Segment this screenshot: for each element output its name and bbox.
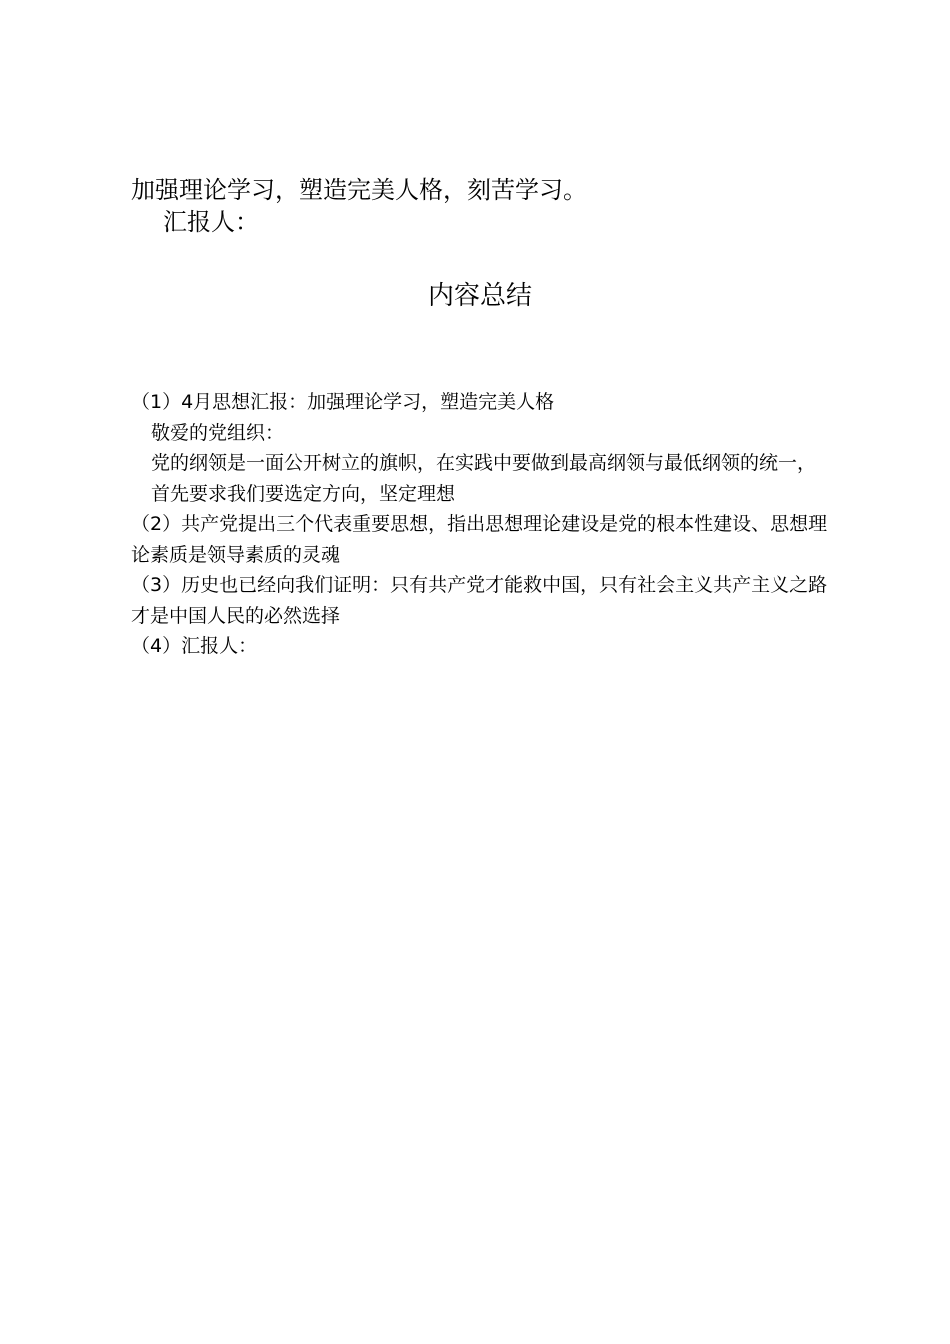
- summary-item-1: （1）4月思想汇报：加强理论学习，塑造完美人格: [131, 391, 555, 413]
- summary-body: [131, 387, 831, 662]
- salutation: 敬爱的党组织：: [151, 421, 285, 444]
- summary-paragraph: 党的纲领是一面公开树立的旗帜，在实践中要做到最高纲领与最低纲领的统一，首先要求我们要选定方向，坚定理想: [151, 452, 817, 505]
- summary-item-4: （4）汇报人：: [131, 635, 258, 657]
- summary-item-2: （2）共产党提出三个代表重要思想，指出思想理论建设是党的根本性建设、思想理论素质是领导素质的灵魂: [131, 513, 828, 566]
- summary-title: 内容总结: [427, 281, 532, 311]
- summary-item-3: （3）历史也已经向我们证明：只有共产党才能救中国，只有社会主义共产主义之路才是中国人民的必然选择: [131, 574, 828, 627]
- top-summary-line: 加强理论学习，塑造完美人格，刻苦学习。: [131, 176, 587, 204]
- top-reporter-label: 汇报人：: [163, 208, 259, 236]
